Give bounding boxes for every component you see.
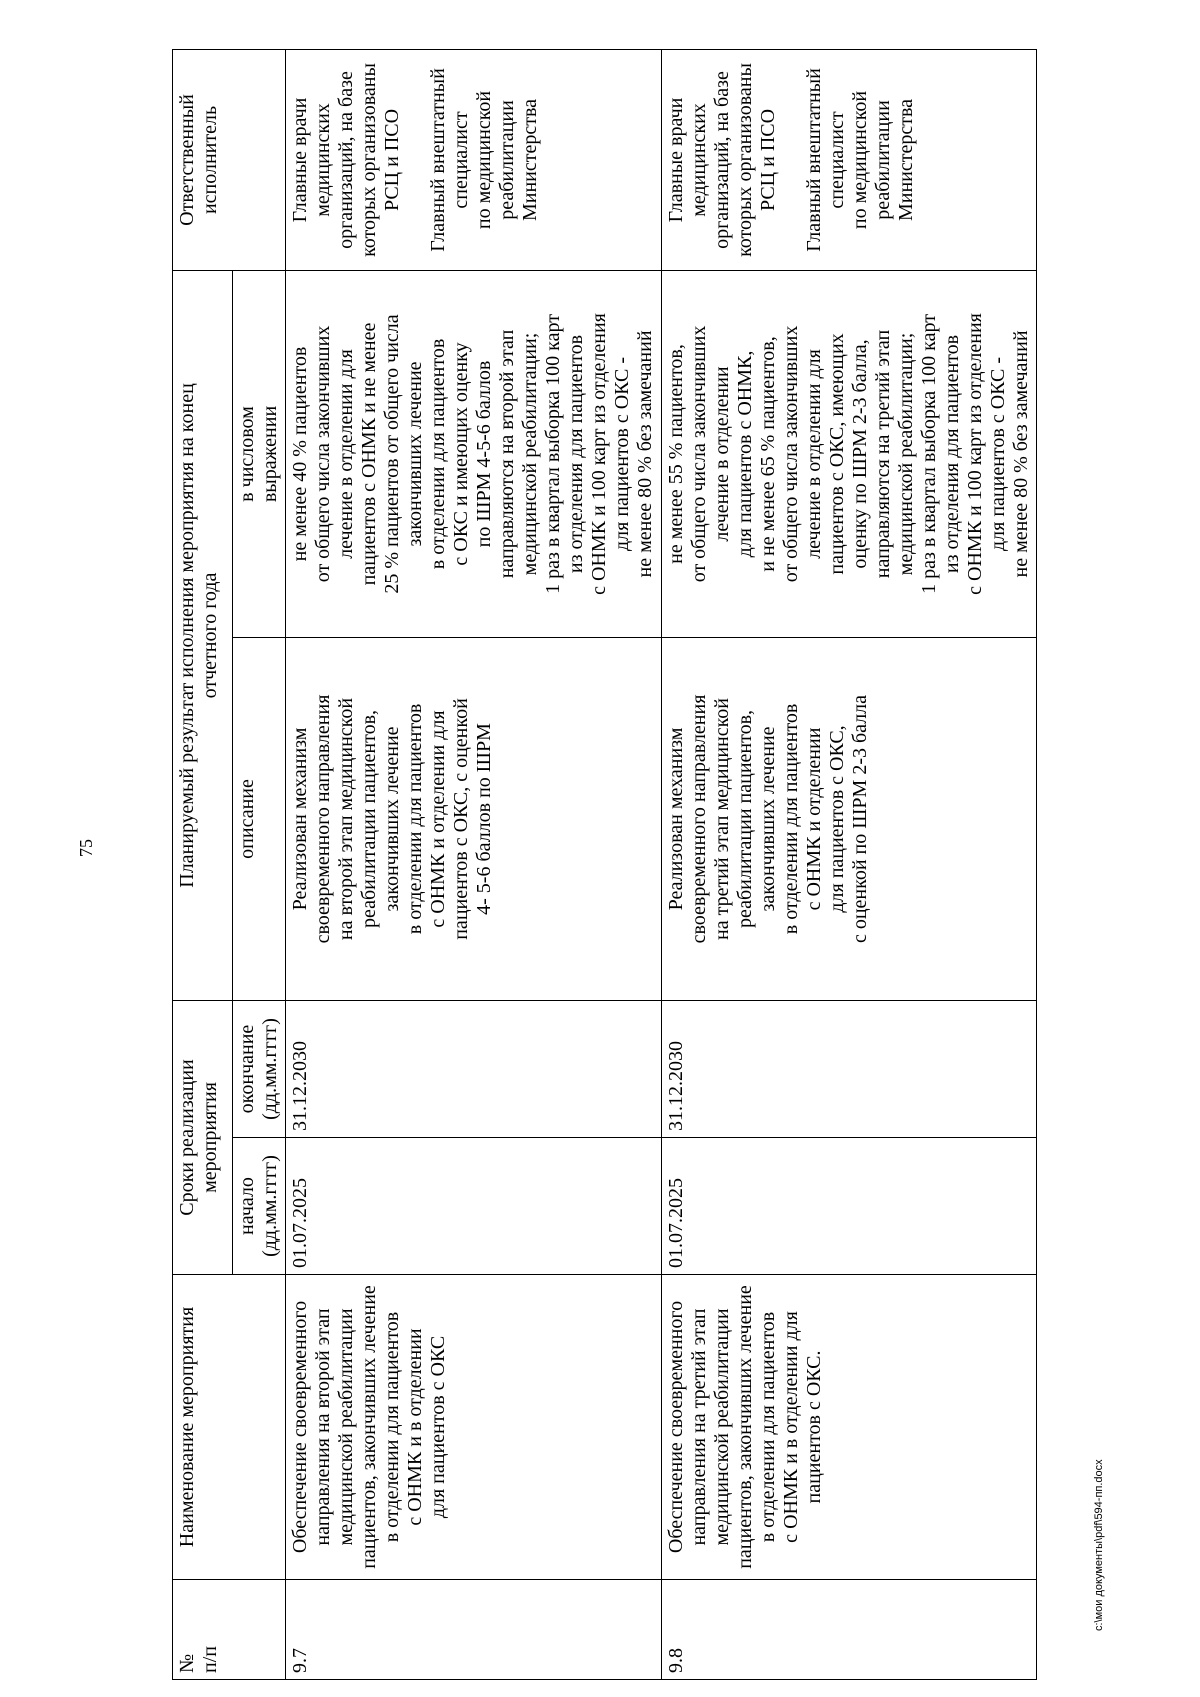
- row-description: Реализован механизм своевременного направления на второй этап медицинской реабилитации пациентов, закончивших лечение в отделении для пациентов с ОНМК и отделении для пациентов с ОКС, с оценкой 4- 5-6 баллов по ШРМ: [286, 637, 662, 1000]
- row-start-date: 01.07.2025: [661, 1138, 1037, 1275]
- row-name: Обеспечение своевременного направления на третий этап медицинской реабилитации пациентов, закончивших лечение в отделении для пациентов с ОНМК и в отделении для пациентов с ОКС.: [661, 1275, 1037, 1580]
- header-start: начало (дд.мм.гггг): [233, 1138, 286, 1275]
- row-start-date: 01.07.2025: [286, 1138, 662, 1275]
- header-name: Наименование мероприятия: [173, 1275, 286, 1580]
- header-numeric: в числовом выражении: [233, 270, 286, 637]
- header-responsible: Ответственный исполнитель: [173, 49, 286, 270]
- row-end-date: 31.12.2030: [286, 1000, 662, 1137]
- row-num: 9.7: [286, 1580, 662, 1680]
- header-end: окончание (дд.мм.гггг): [233, 1000, 286, 1137]
- page-number: 75: [76, 839, 96, 857]
- row-numeric: не менее 55 % пациентов, от общего числа закончивших лечение в отделении для пациентов с ОНМК, и не менее 65 % пациентов, от общего числа закончивших лечение в отделении для пациентов с ОКС, имеющих оценку по ШРМ 2-3 балла, направляются на третий этап медицинской реабилитации; 1 раз в квартал выборка 100 карт из отделения для пациентов с ОНМК и 100 карт из отделения для пациентов с ОКС - не менее 80 % без замечаний: [661, 270, 1037, 637]
- measures-table: [172, 49, 1037, 1680]
- row-num: 9.8: [661, 1580, 1037, 1680]
- row-end-date: 31.12.2030: [661, 1000, 1037, 1137]
- table-row: [661, 49, 1037, 1679]
- rotated-landscape-page: [172, 50, 1037, 1680]
- row-responsible: Главные врачи медицинских организаций, на базе которых организованы РСЦ и ПСО Главный внештатный специалист по медицинской реабилитации Министерства: [661, 49, 1037, 270]
- table-row: [286, 49, 662, 1679]
- header-num: № п/п: [173, 1580, 286, 1680]
- header-description: описание: [233, 637, 286, 1000]
- footer-file-path: c:\мои документы\pdf\594-пп.docx: [1093, 1459, 1105, 1631]
- row-numeric: не менее 40 % пациентов от общего числа закончивших лечение в отделении для пациентов с ОНМК и не менее 25 % пациентов от общего числа закончивших лечение в отделении для пациентов с ОКС и имеющих оценку по ШРМ 4-5-6 баллов направляются на второй этап медицинской реабилитации; 1 раз в квартал выборка 100 карт из отделения для пациентов с ОНМК и 100 карт из отделения для пациентов с ОКС - не менее 80 % без замечаний: [286, 270, 662, 637]
- header-terms: Сроки реализации мероприятия: [173, 1000, 233, 1274]
- header-result: Планируемый результат исполнения мероприятия на конец отчетного года: [173, 270, 233, 1000]
- row-description: Реализован механизм своевременного направления на третий этап медицинской реабилитации пациентов, закончивших лечение в отделении для пациентов с ОНМК и отделении для пациентов с ОКС, с оценкой по ШРМ 2-3 балла: [661, 637, 1037, 1000]
- row-responsible: Главные врачи медицинских организаций, на базе которых организованы РСЦ и ПСО Главный внештатный специалист по медицинской реабилитации Министерства: [286, 49, 662, 270]
- row-name: Обеспечение своевременного направления на второй этап медицинской реабилитации пациентов, закончивших лечение в отделении для пациентов с ОНМК и в отделении для пациентов с ОКС: [286, 1275, 662, 1580]
- table-header-row: [173, 49, 233, 1679]
